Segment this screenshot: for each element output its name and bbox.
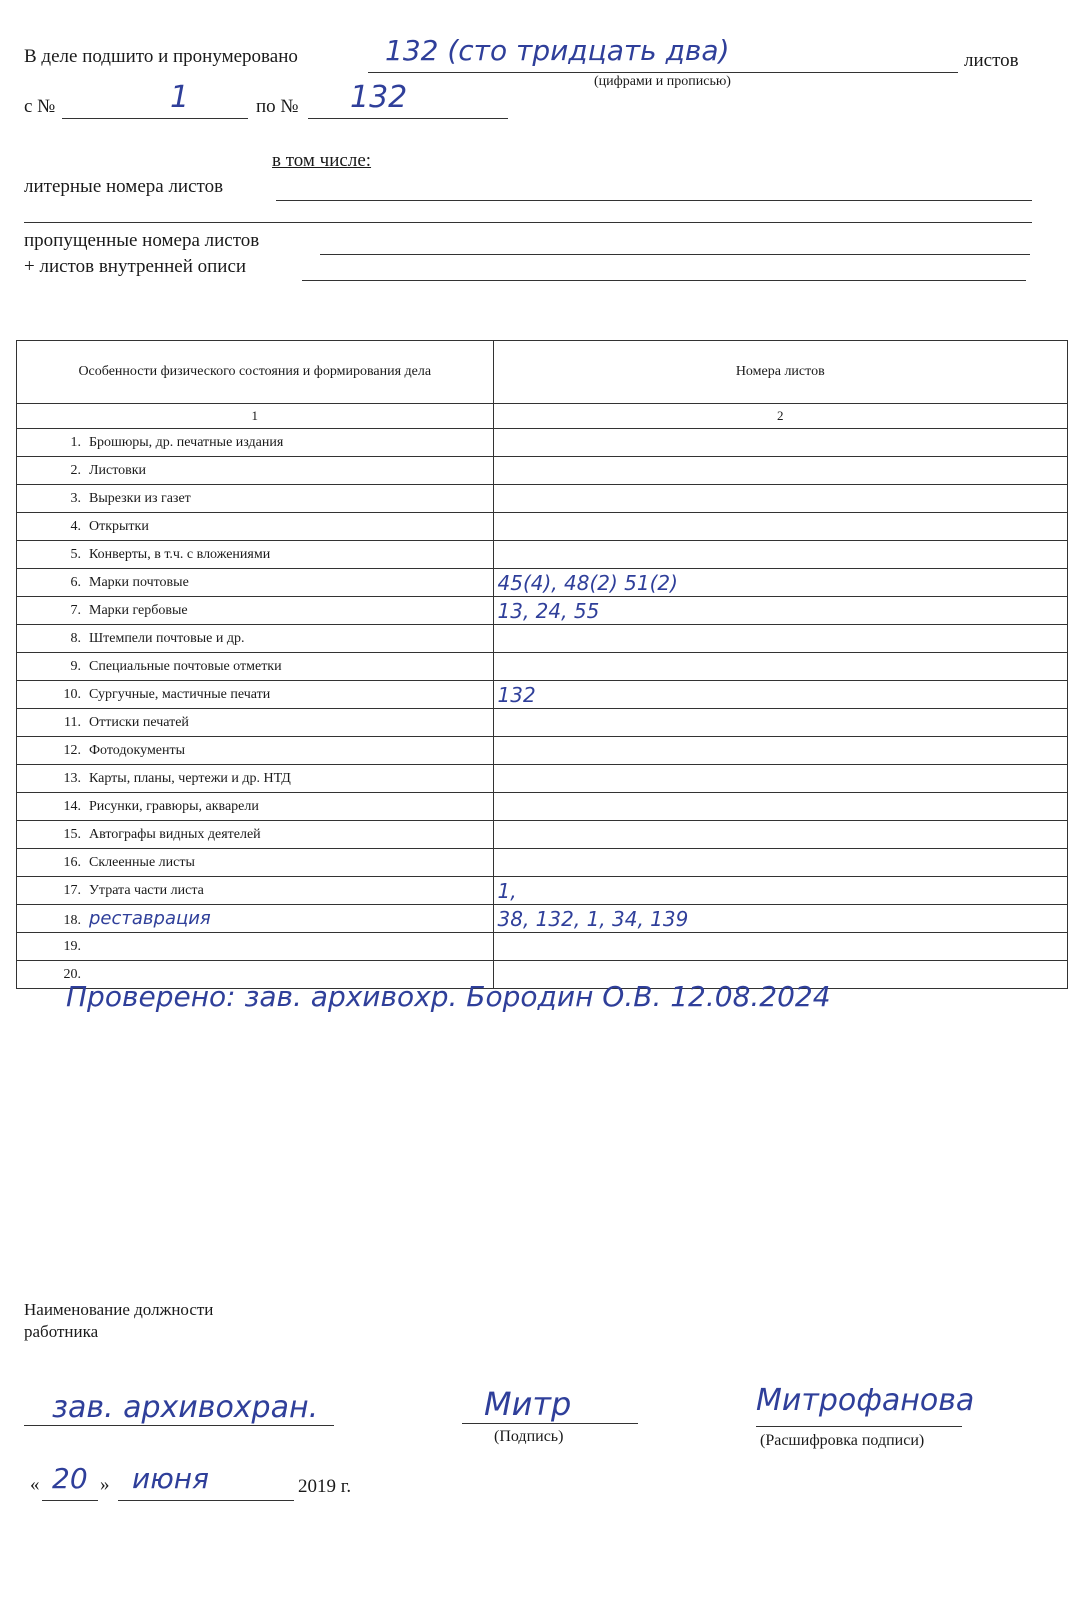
col-features-header: Особенности физического состояния и формирования дела <box>17 341 494 404</box>
row-number: 3. <box>70 490 81 506</box>
row-label: Специальные почтовые отметки <box>89 658 282 674</box>
table-row <box>17 849 1068 877</box>
literal-numbers-line <box>276 200 1032 201</box>
signature-line <box>462 1423 638 1424</box>
position-label-line2: работника <box>24 1322 99 1341</box>
row-feature-cell <box>17 737 494 765</box>
row-sheet-numbers-cell: 13, 24, 55 <box>493 597 1067 625</box>
row-number: 1. <box>70 434 81 450</box>
signature-decode: Митрофанова <box>756 1383 975 1418</box>
row-label: Штемпели почтовые и др. <box>89 630 245 646</box>
table-row <box>17 821 1068 849</box>
signature: Митр <box>484 1385 572 1423</box>
position-line <box>24 1425 334 1426</box>
row-number: 8. <box>70 630 81 646</box>
row-sheet-numbers-cell <box>493 849 1067 877</box>
sewn-numbered-label: В деле подшито и пронумеровано <box>24 46 298 67</box>
sheet-count-line <box>368 72 958 73</box>
row-feature-cell <box>17 569 494 597</box>
row-label: Склеенные листы <box>89 854 195 870</box>
row-number: 2. <box>70 462 81 478</box>
table-row <box>17 457 1068 485</box>
table-row <box>17 793 1068 821</box>
date-day-handwritten: 20 <box>52 1462 88 1495</box>
row-sheet-numbers-cell <box>493 485 1067 513</box>
row-sheet-numbers-cell <box>493 821 1067 849</box>
row-feature-cell <box>17 709 494 737</box>
table-row <box>17 653 1068 681</box>
missing-numbers-line <box>320 254 1030 255</box>
table-row <box>17 429 1068 457</box>
checked-by-note: Проверено: зав. архивохр. Бородин О.В. 12.08.2024 <box>66 980 831 1013</box>
row-handwritten-label: реставрация <box>89 908 211 929</box>
row-feature-cell <box>17 877 494 905</box>
date-quote-open: « <box>30 1474 40 1495</box>
row-number: 14. <box>63 798 81 814</box>
row-feature-cell <box>17 429 494 457</box>
row-feature-cell <box>17 681 494 709</box>
inner-inventory-line <box>302 280 1026 281</box>
including-heading: в том числе: <box>272 150 372 171</box>
row-number: 4. <box>70 518 81 534</box>
row-label: Рисунки, гравюры, акварели <box>89 798 259 814</box>
row-feature-cell <box>17 821 494 849</box>
row-number: 10. <box>63 686 81 702</box>
sheet-count-handwritten: 132 (сто тридцать два) <box>385 34 730 67</box>
row-number: 18. <box>63 913 81 928</box>
inner-inventory-label: + листов внутренней описи <box>24 256 247 277</box>
row-feature-cell <box>17 597 494 625</box>
row-label: Марки гербовые <box>89 602 188 618</box>
signature-caption: (Подпись) <box>494 1428 564 1445</box>
table-row <box>17 485 1068 513</box>
row-sheet-numbers-cell <box>493 429 1067 457</box>
row-feature-cell <box>17 513 494 541</box>
row-feature-cell <box>17 457 494 485</box>
row-sheet-numbers-cell <box>493 709 1067 737</box>
physical-state-table <box>16 340 1068 989</box>
row-number: 9. <box>70 658 81 674</box>
sheets-suffix: листов <box>964 50 1019 71</box>
row-label: Конверты, в т.ч. с вложениями <box>89 546 271 562</box>
decode-caption: (Расшифровка подписи) <box>760 1432 925 1449</box>
table-row <box>17 625 1068 653</box>
row-sheet-numbers-cell <box>493 541 1067 569</box>
row-number: 15. <box>63 826 81 842</box>
row-number: 11. <box>64 714 81 730</box>
row-sheet-numbers-cell: 1, <box>493 877 1067 905</box>
row-feature-cell <box>17 849 494 877</box>
date-month-handwritten: июня <box>132 1462 209 1495</box>
digits-and-words-note: (цифрами и прописью) <box>594 74 731 89</box>
table-row <box>17 513 1068 541</box>
missing-numbers-label: пропущенные номера листов <box>24 230 260 251</box>
table-row <box>17 541 1068 569</box>
from-number-line <box>62 118 248 119</box>
row-label: Автографы видных деятелей <box>89 826 261 842</box>
table-row <box>17 905 1068 933</box>
row-number: 5. <box>70 546 81 562</box>
row-sheet-numbers-cell <box>493 625 1067 653</box>
row-number: 17. <box>63 882 81 898</box>
row-sheet-numbers-cell <box>493 765 1067 793</box>
from-number-label: с № <box>24 96 56 117</box>
day-line <box>42 1500 98 1501</box>
col-number-2: 2 <box>493 404 1067 429</box>
row-number: 13. <box>63 770 81 786</box>
row-number: 12. <box>63 742 81 758</box>
month-line <box>118 1500 294 1501</box>
from-number-handwritten: 1 <box>170 80 190 115</box>
row-sheet-numbers-cell <box>493 737 1067 765</box>
row-label: Сургучные, мастичные печати <box>89 686 271 702</box>
row-feature-cell <box>17 541 494 569</box>
to-number-line <box>308 118 508 119</box>
row-label: Карты, планы, чертежи и др. НТД <box>89 770 291 786</box>
row-label: Оттиски печатей <box>89 714 189 730</box>
table-row <box>17 765 1068 793</box>
table-row <box>17 737 1068 765</box>
col-number-1: 1 <box>17 404 494 429</box>
row-sheet-numbers-cell <box>493 513 1067 541</box>
row-label: Открытки <box>89 518 149 534</box>
row-feature-cell <box>17 653 494 681</box>
row-feature-cell <box>17 905 494 933</box>
row-number: 6. <box>70 574 81 590</box>
table-row <box>17 597 1068 625</box>
table-row <box>17 877 1068 905</box>
to-number-handwritten: 132 <box>350 80 408 115</box>
table-row <box>17 681 1068 709</box>
row-number: 20. <box>63 966 81 982</box>
row-feature-cell <box>17 485 494 513</box>
row-number: 19. <box>63 938 81 954</box>
row-label: Утрата части листа <box>89 882 204 898</box>
row-label: Фотодокументы <box>89 742 186 758</box>
row-label: Вырезки из газет <box>89 490 191 506</box>
position-handwritten: зав. архивохран. <box>52 1390 319 1425</box>
table-row <box>17 569 1068 597</box>
row-number: 7. <box>70 602 81 618</box>
literal-numbers-label: литерные номера листов <box>24 176 224 197</box>
row-feature-cell <box>17 793 494 821</box>
decode-line <box>756 1426 962 1427</box>
row-feature-cell <box>17 765 494 793</box>
row-sheet-numbers-cell <box>493 653 1067 681</box>
row-sheet-numbers-cell <box>493 457 1067 485</box>
row-sheet-numbers-cell: 38, 132, 1, 34, 139 <box>493 905 1067 933</box>
row-sheet-numbers-cell <box>493 793 1067 821</box>
row-sheet-numbers-cell: 132 <box>493 681 1067 709</box>
row-label: Брошюры, др. печатные издания <box>89 434 284 450</box>
table-row <box>17 709 1068 737</box>
row-number: 16. <box>63 854 81 870</box>
table-row <box>17 933 1068 961</box>
row-feature-cell <box>17 933 494 961</box>
date-quote-close: » <box>100 1474 110 1495</box>
row-label: Листовки <box>89 462 147 478</box>
date-year: 2019 г. <box>298 1476 352 1497</box>
col-sheet-numbers-header: Номера листов <box>493 341 1067 404</box>
row-sheet-numbers-cell: 45(4), 48(2) 51(2) <box>493 569 1067 597</box>
row-label: Марки почтовые <box>89 574 189 590</box>
literal-numbers-line-2 <box>24 222 1032 223</box>
to-number-label: по № <box>256 96 299 117</box>
row-feature-cell <box>17 625 494 653</box>
row-sheet-numbers-cell <box>493 933 1067 961</box>
position-label-line1: Наименование должности <box>24 1300 214 1319</box>
